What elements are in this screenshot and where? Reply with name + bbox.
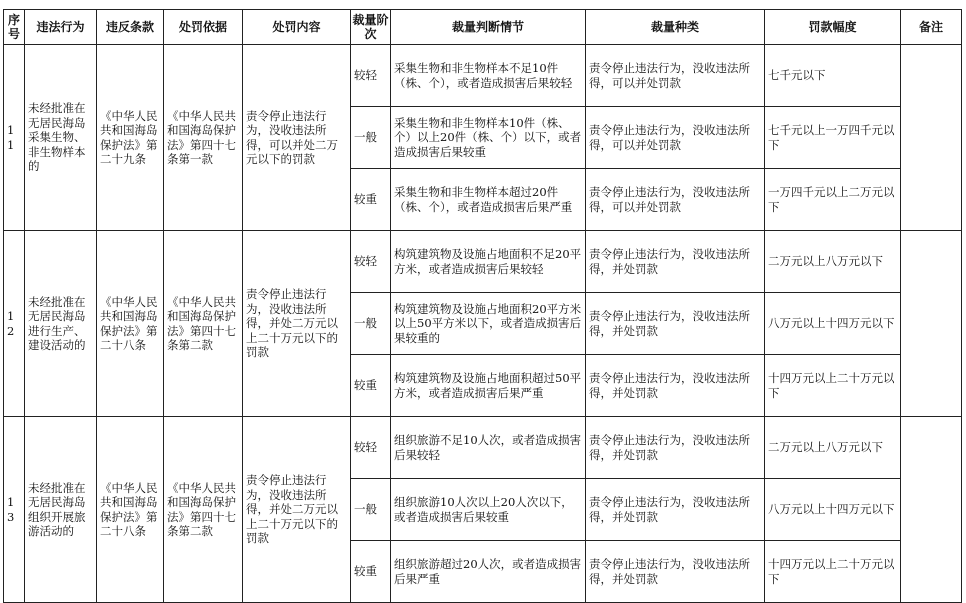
- header-level: 裁量阶次: [351, 10, 391, 45]
- type-cell: 责令停止违法行为，没收违法所得，并处罚款: [586, 541, 765, 603]
- level-cell: 较重: [351, 541, 391, 603]
- content-cell: 责令停止违法行为，没收违法所得，并处二万元以上二十万元以下的罚款: [243, 417, 351, 603]
- range-cell: 十四万元以上二十万元以下: [765, 541, 901, 603]
- type-cell: 责令停止违法行为，没收违法所得，并处罚款: [586, 417, 765, 479]
- article-cell: 《中华人民共和国海岛保护法》第二十九条: [97, 45, 164, 231]
- header-seq: 序号: [4, 10, 25, 45]
- level-cell: 一般: [351, 479, 391, 541]
- header-range: 罚款幅度: [765, 10, 901, 45]
- type-cell: 责令停止违法行为，没收违法所得，可以并处罚款: [586, 169, 765, 231]
- level-cell: 较重: [351, 169, 391, 231]
- basis-cell: 《中华人民共和国海岛保护法》第四十七条第一款: [164, 45, 243, 231]
- circumstance-cell: 组织旅游10人次以上20人次以下，或者造成损害后果较重: [391, 479, 586, 541]
- range-cell: 一万四千元以上二万元以下: [765, 169, 901, 231]
- table-row: [4, 45, 962, 107]
- circumstance-cell: 构筑建筑物及设施占地面积不足20平方米，或者造成损害后果较轻: [391, 231, 586, 293]
- circumstance-cell: 构筑建筑物及设施占地面积20平方米以上50平方米以下，或者造成损害后果较重的: [391, 293, 586, 355]
- article-cell: 《中华人民共和国海岛保护法》第二十八条: [97, 231, 164, 417]
- level-cell: 一般: [351, 293, 391, 355]
- seq-cell: 12: [4, 231, 25, 417]
- circumstance-cell: 采集生物和非生物样本超过20件（株、个），或者造成损害后果严重: [391, 169, 586, 231]
- table-row: [4, 417, 962, 479]
- remark-cell: [901, 45, 962, 231]
- level-cell: 一般: [351, 107, 391, 169]
- type-cell: 责令停止违法行为，没收违法所得，可以并处罚款: [586, 45, 765, 107]
- level-cell: 较轻: [351, 231, 391, 293]
- level-cell: 较轻: [351, 45, 391, 107]
- range-cell: 二万元以上八万元以下: [765, 231, 901, 293]
- header-remark: 备注: [901, 10, 962, 45]
- remark-cell: [901, 417, 962, 603]
- violation-cell: 未经批准在无居民海岛组织开展旅游活动的: [25, 417, 97, 603]
- circumstance-cell: 组织旅游不足10人次，或者造成损害后果较轻: [391, 417, 586, 479]
- violation-cell: 未经批准在无居民海岛采集生物、非生物样本的: [25, 45, 97, 231]
- range-cell: 七千元以上一万四千元以下: [765, 107, 901, 169]
- basis-cell: 《中华人民共和国海岛保护法》第四十七条第二款: [164, 231, 243, 417]
- level-cell: 较轻: [351, 417, 391, 479]
- header-article: 违反条款: [97, 10, 164, 45]
- circumstance-cell: 组织旅游超过20人次，或者造成损害后果严重: [391, 541, 586, 603]
- type-cell: 责令停止违法行为，没收违法所得，并处罚款: [586, 355, 765, 417]
- range-cell: 八万元以上十四万元以下: [765, 479, 901, 541]
- content-cell: 责令停止违法行为，没收违法所得，并处二万元以上二十万元以下的罚款: [243, 231, 351, 417]
- penalty-table: [3, 9, 962, 603]
- type-cell: 责令停止违法行为，没收违法所得，并处罚款: [586, 479, 765, 541]
- basis-cell: 《中华人民共和国海岛保护法》第四十七条第二款: [164, 417, 243, 603]
- header-content: 处罚内容: [243, 10, 351, 45]
- violation-cell: 未经批准在无居民海岛进行生产、建设活动的: [25, 231, 97, 417]
- range-cell: 七千元以下: [765, 45, 901, 107]
- header-circumstance: 裁量判断情节: [391, 10, 586, 45]
- circumstance-cell: 构筑建筑物及设施占地面积超过50平方米，或者造成损害后果严重: [391, 355, 586, 417]
- seq-cell: 13: [4, 417, 25, 603]
- header-row: [4, 10, 962, 45]
- article-cell: 《中华人民共和国海岛保护法》第二十八条: [97, 417, 164, 603]
- type-cell: 责令停止违法行为，没收违法所得，可以并处罚款: [586, 107, 765, 169]
- header-type: 裁量种类: [586, 10, 765, 45]
- content-cell: 责令停止违法行为，没收违法所得，可以并处二万元以下的罚款: [243, 45, 351, 231]
- seq-cell: 11: [4, 45, 25, 231]
- circumstance-cell: 采集生物和非生物样本10件（株、个）以上20件（株、个）以下，或者造成损害后果较重: [391, 107, 586, 169]
- level-cell: 较重: [351, 355, 391, 417]
- type-cell: 责令停止违法行为，没收违法所得，并处罚款: [586, 231, 765, 293]
- range-cell: 十四万元以上二十万元以下: [765, 355, 901, 417]
- table-row: [4, 231, 962, 293]
- header-basis: 处罚依据: [164, 10, 243, 45]
- header-violation: 违法行为: [25, 10, 97, 45]
- circumstance-cell: 采集生物和非生物样本不足10件（株、个），或者造成损害后果较轻: [391, 45, 586, 107]
- remark-cell: [901, 231, 962, 417]
- type-cell: 责令停止违法行为，没收违法所得，并处罚款: [586, 293, 765, 355]
- range-cell: 二万元以上八万元以下: [765, 417, 901, 479]
- range-cell: 八万元以上十四万元以下: [765, 293, 901, 355]
